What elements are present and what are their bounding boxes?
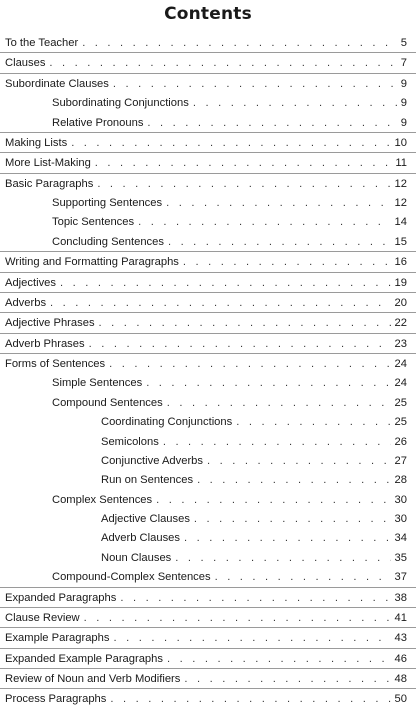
toc-entry-page: 11 [395,157,407,170]
toc-entry-page: 20 [394,296,407,309]
toc-entry-conjunctive-adverbs[interactable] [0,451,416,470]
toc-entry-page: 48 [394,673,407,685]
toc-entry-process-paragraphs[interactable] [0,689,416,708]
toc-entry-page: 7 [400,57,407,70]
toc-entry-clauses[interactable] [0,53,416,73]
toc-entry-label: Compound Sentences [52,396,163,409]
dot-leader [207,455,391,468]
toc-entry-label: Coordinating Conjunctions [101,416,233,429]
toc-entry-compound-complex-sentences[interactable] [0,567,416,587]
toc-entry-semicolons[interactable] [0,432,416,451]
toc-entry-page: 9 [400,97,407,110]
toc-entry-run-on-sentences[interactable] [0,470,416,489]
dot-leader [110,693,390,706]
toc-entry-expanded-paragraphs[interactable] [0,588,416,608]
toc-entry-label: Adjective Clauses [101,513,190,525]
toc-entry-page: 24 [394,358,407,370]
dot-leader [113,78,397,91]
toc-entry-label: Conjunctive Adverbs [101,454,203,467]
toc-entry-adjectives[interactable] [0,273,416,293]
dot-leader [49,57,396,70]
toc-entry-page: 25 [394,416,407,429]
toc-entry-page: 22 [394,317,407,330]
dot-leader [193,97,397,110]
toc-entry-label: Making Lists [5,136,68,149]
toc-entry-label: Expanded Example Paragraphs [5,652,163,665]
dot-leader [147,117,396,130]
toc-entry-label: Example Paragraphs [5,632,110,645]
toc-entry-adverb-clauses[interactable] [0,528,416,547]
toc-entry-making-lists[interactable] [0,133,416,153]
toc-entry-label: Clauses [5,57,46,70]
toc-entry-forms-of-sentences[interactable] [0,354,416,373]
toc-entry-page: 30 [394,513,407,525]
toc-entry-example-paragraphs[interactable] [0,628,416,648]
dot-leader [138,216,390,229]
toc-entry-label: Adjectives [5,276,56,289]
toc-entry-page: 50 [394,693,407,706]
toc-entry-writing-and-formatting-paragraphs[interactable] [0,252,416,272]
toc-entry-page: 15 [394,235,407,248]
dot-leader [236,416,390,429]
dot-leader [95,157,392,170]
dot-leader [194,513,391,526]
toc-entry-page: 16 [394,256,407,269]
dot-leader [113,632,390,645]
toc-entry-label: Run on Sentences [101,474,194,487]
dot-leader [163,436,391,449]
toc-entry-page: 9 [400,116,407,129]
toc-entry-adverb-phrases[interactable] [0,334,416,354]
toc-entry-subordinate-clauses[interactable] [0,74,416,93]
dot-leader [99,317,391,330]
dot-leader [89,338,391,351]
table-of-contents [0,33,416,709]
toc-entry-page: 12 [394,177,407,190]
toc-entry-label: Supporting Sentences [52,197,163,209]
toc-entry-page: 25 [394,396,407,409]
toc-entry-page: 46 [394,652,407,665]
toc-entry-page: 30 [394,493,407,506]
dot-leader [156,494,390,507]
toc-entry-label: Noun Clauses [101,551,172,564]
toc-entry-page: 34 [394,532,407,545]
toc-entry-label: Complex Sentences [52,493,153,506]
toc-entry-label: More List-Making [5,157,91,170]
dot-leader [168,236,391,249]
toc-entry-page: 38 [394,591,407,604]
toc-entry-page: 27 [394,454,407,467]
dot-leader [146,377,390,390]
toc-entry-subordinating-conjunctions[interactable] [0,93,416,112]
toc-entry-noun-clauses[interactable] [0,548,416,567]
dot-leader [167,653,391,666]
toc-entry-supporting-sentences[interactable] [0,193,416,212]
toc-entry-adjective-clauses[interactable] [0,509,416,528]
toc-entry-label: To the Teacher [5,37,79,49]
toc-entry-label: Semicolons [101,435,159,448]
toc-entry-page: 19 [394,276,407,289]
dot-leader [120,592,390,605]
toc-entry-topic-sentences[interactable] [0,212,416,231]
toc-entry-concluding-sentences[interactable] [0,232,416,252]
toc-entry-label: Writing and Formatting Paragraphs [5,256,179,269]
toc-entry-page: 5 [400,37,407,49]
toc-entry-label: Topic Sentences [52,216,135,229]
toc-entry-page: 28 [394,474,407,487]
dot-leader [166,197,390,210]
toc-entry-adverbs[interactable] [0,293,416,313]
toc-entry-expanded-example-paragraphs[interactable] [0,649,416,669]
toc-entry-simple-sentences[interactable] [0,373,416,392]
toc-entry-page: 9 [400,77,407,90]
toc-entry-label: Expanded Paragraphs [5,591,117,604]
toc-entry-label: Concluding Sentences [52,235,164,248]
toc-entry-more-list-making[interactable] [0,153,416,173]
toc-entry-page: 35 [394,551,407,564]
dot-leader [197,474,390,487]
dot-leader [97,178,390,191]
toc-entry-page: 12 [394,197,407,209]
toc-entry-label: Basic Paragraphs [5,177,94,190]
toc-entry-label: Clause Review [5,611,80,624]
toc-entry-label: Adverb Phrases [5,337,85,350]
toc-entry-page: 24 [394,377,407,390]
toc-entry-clause-review[interactable] [0,608,416,628]
toc-entry-page: 26 [394,435,407,448]
dot-leader [50,297,391,310]
toc-entry-page: 10 [394,136,407,149]
dot-leader [183,256,391,269]
dot-leader [215,571,391,584]
toc-entry-label: Adverbs [5,296,47,309]
dot-leader [184,673,390,686]
toc-entry-relative-pronouns[interactable] [0,113,416,133]
toc-entry-to-the-teacher[interactable] [0,33,416,53]
toc-entry-page: 43 [394,632,407,645]
dot-leader [109,358,390,371]
dot-leader [167,397,391,410]
dot-leader [184,532,391,545]
toc-entry-label: Review of Noun and Verb Modifiers [5,673,181,685]
dot-leader [84,612,391,625]
dot-leader [60,277,391,290]
toc-entry-adjective-phrases[interactable] [0,313,416,333]
toc-entry-label: Adjective Phrases [5,317,95,330]
toc-entry-label: Compound-Complex Sentences [52,571,211,584]
toc-entry-page: 14 [394,216,407,229]
page-title: Contents [164,4,252,24]
toc-entry-page: 23 [394,337,407,350]
toc-entry-complex-sentences[interactable] [0,490,416,509]
dot-leader [82,37,397,50]
toc-entry-label: Subordinate Clauses [5,77,109,90]
toc-entry-label: Simple Sentences [52,377,143,390]
dot-leader [71,137,390,150]
dot-leader [175,552,390,565]
toc-entry-label: Process Paragraphs [5,693,107,706]
toc-entry-label: Subordinating Conjunctions [52,97,189,110]
toc-entry-label: Forms of Sentences [5,358,106,370]
toc-entry-review-of-noun-and-verb-modifiers[interactable] [0,669,416,689]
toc-entry-label: Relative Pronouns [52,116,144,129]
toc-entry-page: 37 [394,571,407,584]
toc-entry-label: Adverb Clauses [101,532,180,545]
toc-entry-page: 41 [394,611,407,624]
toc-entry-compound-sentences[interactable] [0,393,416,412]
toc-entry-basic-paragraphs[interactable] [0,174,416,193]
toc-entry-coordinating-conjunctions[interactable] [0,412,416,431]
